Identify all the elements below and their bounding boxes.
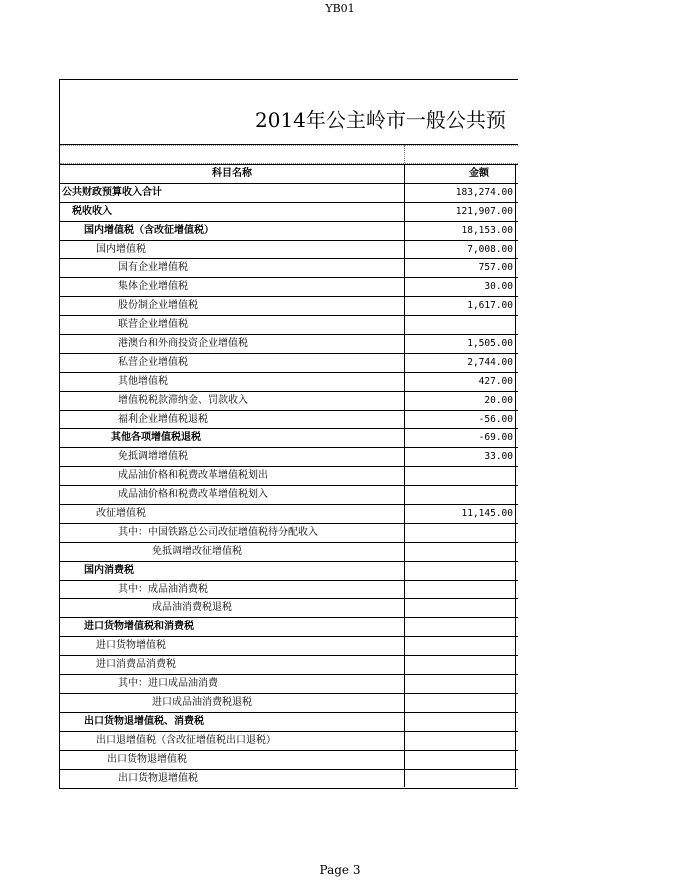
row-amount: 33.00 <box>404 447 516 466</box>
row-name: 国内消费税 <box>84 564 134 576</box>
table-row <box>60 674 518 693</box>
table-row <box>60 655 518 674</box>
row-name: 国内增值税 <box>96 243 146 255</box>
row-amount: 11,145.00 <box>404 504 516 523</box>
table-row <box>60 391 518 410</box>
row-amount <box>404 580 516 599</box>
table-row <box>60 428 518 447</box>
row-name: 增值税税款滞纳金、罚款收入 <box>118 394 248 406</box>
table-body <box>60 164 518 787</box>
row-name: 税收收入 <box>72 205 112 217</box>
column-header-amount: 金额 <box>404 164 516 183</box>
row-name: 出口货物退增值税 <box>118 772 198 784</box>
title-row <box>60 80 518 145</box>
row-name: 其中：成品油消费税 <box>118 583 208 595</box>
row-name: 进口货物增值税 <box>96 640 166 652</box>
budget-table <box>59 79 518 789</box>
table-row <box>60 636 518 655</box>
row-amount <box>404 617 516 636</box>
row-amount: 757.00 <box>404 258 516 277</box>
table-row <box>60 240 518 259</box>
spacer-separator <box>404 145 406 163</box>
row-amount <box>404 769 516 788</box>
row-name: 其中：进口成品油消费 <box>118 678 218 690</box>
row-name: 免抵调增增值税 <box>118 451 188 463</box>
row-name: 私营企业增值税 <box>118 356 188 368</box>
row-amount: 121,907.00 <box>404 202 516 221</box>
table-row <box>60 561 518 580</box>
row-name: 集体企业增值税 <box>118 281 188 293</box>
row-name: 出口货物退增值税 <box>107 753 187 765</box>
row-name: 联营企业增值税 <box>118 319 188 331</box>
row-name: 其中：中国铁路总公司改征增值税待分配收入 <box>118 526 318 538</box>
row-amount <box>404 655 516 674</box>
row-name: 其他各项增值税退税 <box>111 432 201 444</box>
row-amount: 427.00 <box>404 372 516 391</box>
row-amount: 1,617.00 <box>404 296 516 315</box>
table-row <box>60 523 518 542</box>
table-row <box>60 580 518 599</box>
row-amount <box>404 712 516 731</box>
row-amount: 1,505.00 <box>404 334 516 353</box>
row-name: 免抵调增改征增值税 <box>152 545 242 557</box>
row-amount: -56.00 <box>404 410 516 429</box>
row-amount <box>404 542 516 561</box>
row-amount <box>404 598 516 617</box>
row-name: 其他增值税 <box>118 375 168 387</box>
row-amount <box>404 731 516 750</box>
column-header-name: 科目名称 <box>212 168 252 179</box>
table-title: 2014年公主岭市一般公共预 <box>255 108 506 132</box>
row-name: 成品油价格和税费改革增值税划出 <box>118 470 268 482</box>
row-amount: 20.00 <box>404 391 516 410</box>
table-row <box>60 277 518 296</box>
table-row <box>60 353 518 372</box>
table-row <box>60 504 518 523</box>
table-row <box>60 769 518 788</box>
table-row <box>60 712 518 731</box>
row-amount <box>404 466 516 485</box>
row-amount <box>404 315 516 334</box>
row-amount <box>404 523 516 542</box>
table-row <box>60 315 518 334</box>
table-row <box>60 258 518 277</box>
row-name: 进口消费品消费税 <box>96 659 176 671</box>
row-name: 出口货物退增值税、消费税 <box>84 715 204 727</box>
row-name: 出口退增值税（含改征增值税出口退税） <box>96 734 276 746</box>
row-amount <box>404 485 516 504</box>
table-row <box>60 598 518 617</box>
row-amount <box>404 674 516 693</box>
table-row <box>60 183 518 202</box>
table-row <box>60 296 518 315</box>
table-row <box>60 466 518 485</box>
row-name: 成品油消费税退税 <box>152 602 232 614</box>
row-amount: 7,008.00 <box>404 240 516 259</box>
table-row <box>60 447 518 466</box>
row-amount: 18,153.00 <box>404 221 516 240</box>
table-row <box>60 693 518 712</box>
row-name: 进口成品油消费税退税 <box>152 696 252 708</box>
table-row <box>60 410 518 429</box>
table-row <box>60 617 518 636</box>
row-amount: 2,744.00 <box>404 353 516 372</box>
row-amount: -69.00 <box>404 428 516 447</box>
row-name: 成品油价格和税费改革增值税划入 <box>118 489 268 501</box>
table-row <box>60 372 518 391</box>
spacer-row <box>60 145 518 164</box>
row-amount <box>404 750 516 769</box>
row-name: 港澳台和外商投资企业增值税 <box>118 338 248 350</box>
table-row <box>60 334 518 353</box>
document-code: YB01 <box>325 2 355 15</box>
row-name: 福利企业增值税退税 <box>118 413 208 425</box>
row-name: 公共财政预算收入合计 <box>62 186 162 198</box>
row-name: 国有企业增值税 <box>118 262 188 274</box>
row-amount <box>404 561 516 580</box>
table-row <box>60 202 518 221</box>
row-name: 改征增值税 <box>96 508 146 520</box>
page-number: Page 3 <box>319 863 361 877</box>
row-amount <box>404 636 516 655</box>
row-name: 进口货物增值税和消费税 <box>84 621 194 633</box>
row-name: 国内增值税（含改征增值税） <box>84 224 214 236</box>
table-row <box>60 485 518 504</box>
row-amount: 30.00 <box>404 277 516 296</box>
table-row <box>60 221 518 240</box>
table-row <box>60 542 518 561</box>
row-amount <box>404 693 516 712</box>
table-header-row <box>60 164 518 183</box>
row-name: 股份制企业增值税 <box>118 300 198 312</box>
row-amount: 183,274.00 <box>404 183 516 202</box>
table-row <box>60 731 518 750</box>
table-row <box>60 750 518 769</box>
